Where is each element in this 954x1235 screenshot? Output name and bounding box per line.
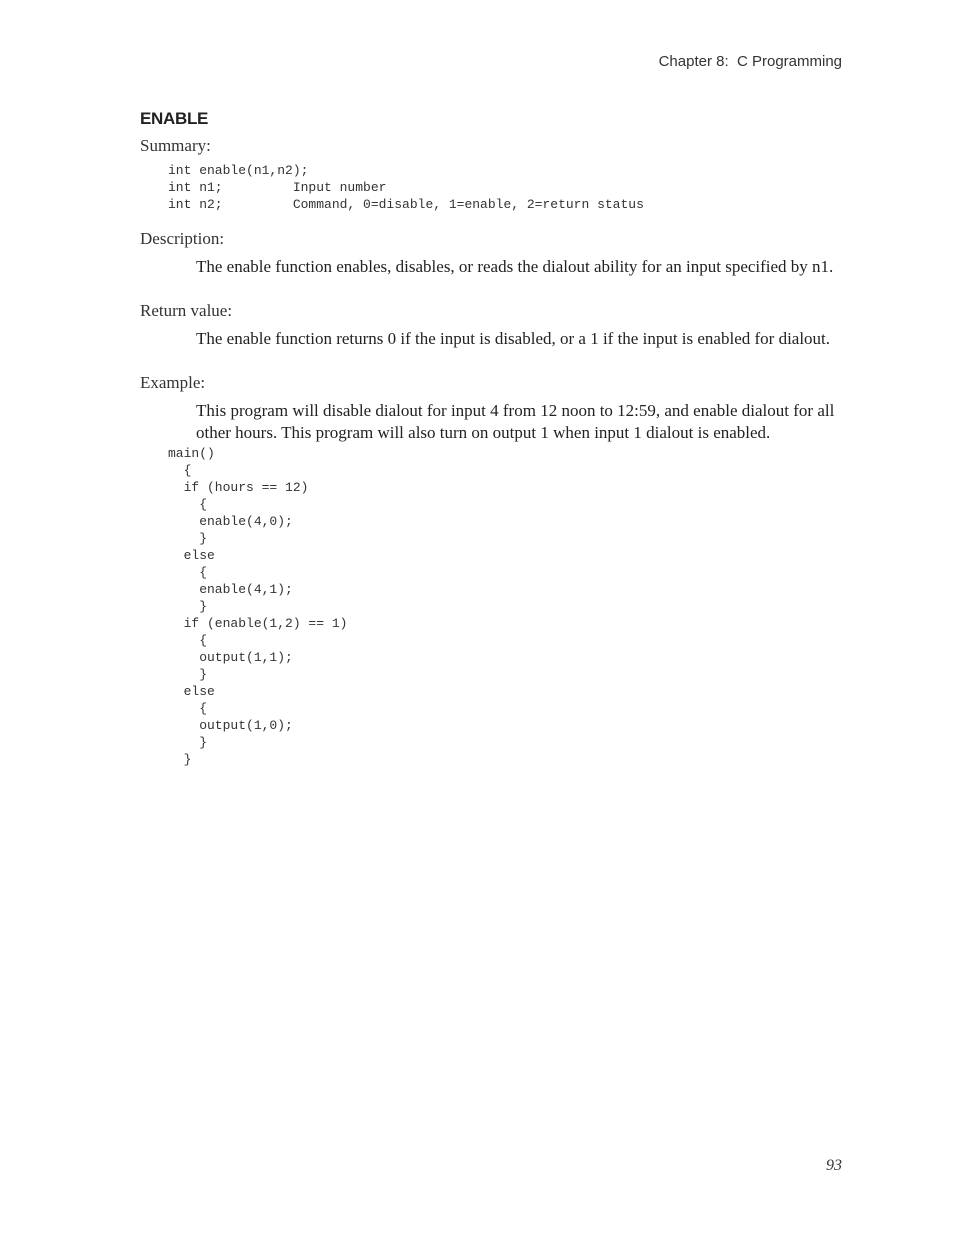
function-reference [140, 109, 850, 768]
example-label: Example: [140, 373, 206, 392]
page-number: 93 [826, 1157, 842, 1174]
example-text: This program will disable dialout for input 4 from 12 noon to 12:59, and enable dialout for all other hours. This program will also turn on output 1 when input 1 dialout is enabled. [196, 401, 835, 442]
function-title: ENABLE [140, 109, 209, 128]
example-code-block: main() { if (hours == 12) { enable(4,0); } else { enable(4,1); } if (enable(1,2) == 1) { output(1,1); } else { output(1,0); } } [168, 446, 348, 767]
summary-label: Summary: [140, 136, 211, 155]
description-label: Description: [140, 229, 225, 248]
return-value-text: The enable function returns 0 if the input is disabled, or a 1 if the input is enabled for dialout. [196, 329, 831, 348]
return-value-label: Return value: [140, 301, 233, 320]
running-header: Chapter 8: C Programming [658, 53, 842, 70]
summary-code-block: int enable(n1,n2); int n1; Input number int n2; Command, 0=disable, 1=enable, 2=return status [168, 163, 644, 212]
description-text: The enable function enables, disables, or reads the dialout ability for an input specified by n1. [196, 257, 834, 276]
